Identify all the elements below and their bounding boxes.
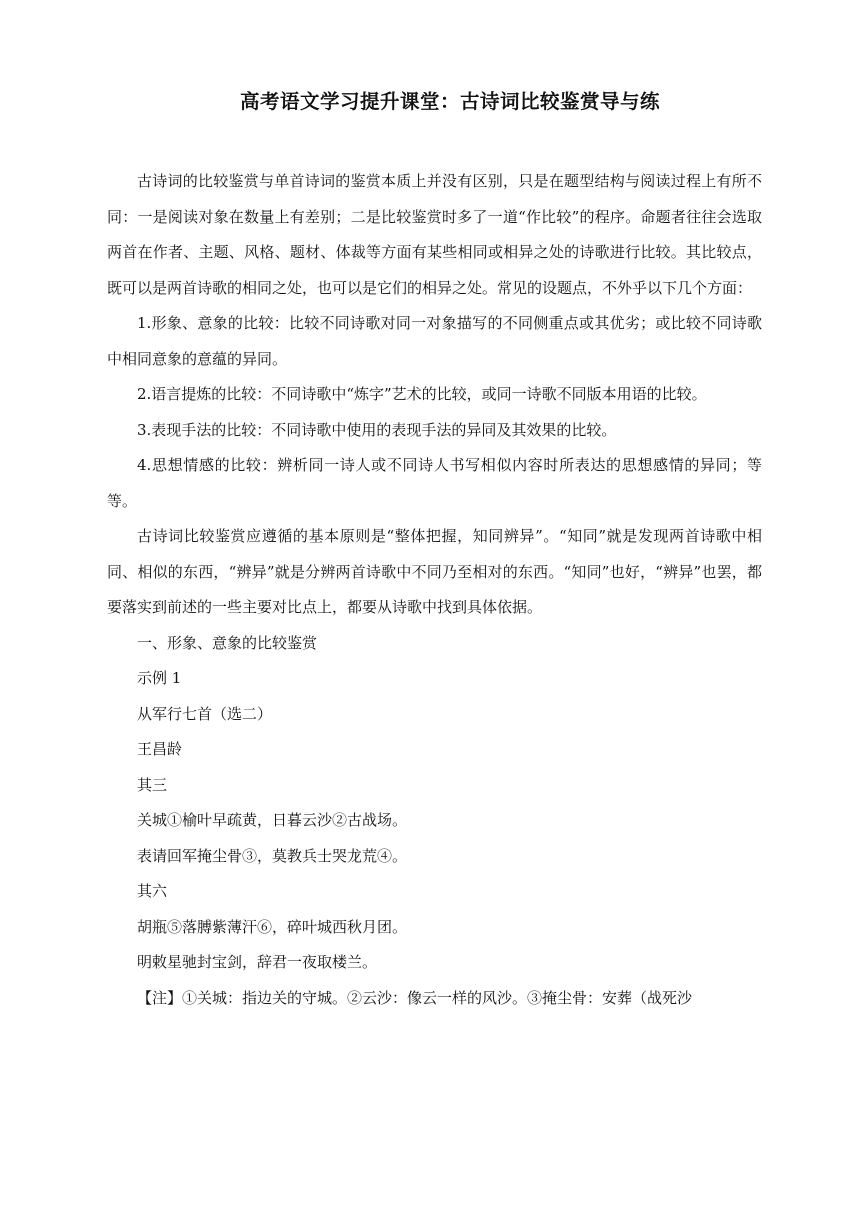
principle-paragraph: 古诗词比较鉴赏应遵循的基本原则是“整体把握，知同辨异”。“知同”就是发现两首诗歌中相同、相似的东西，“辨异”就是分辨两首诗歌中不同乃至相对的东西。“知同”也好，“辨异”也罢，都要落实到前述的一些主要对比点上，都要从诗歌中找到具体依据。 (107, 527, 762, 616)
point-paragraph-4: 4.思想情感的比较：辨析同一诗人或不同诗人书写相似内容时所表达的思想感情的异同；等等。 (107, 456, 762, 510)
document-body (107, 164, 762, 1016)
point-paragraph-3: 3.表现手法的比较：不同诗歌中使用的表现手法的异同及其效果的比较。 (137, 420, 617, 439)
poem-line: 关城①榆叶早疏黄，日暮云沙②古战场。 (137, 811, 408, 829)
poet-name: 王昌龄 (137, 740, 183, 758)
poem-line: 胡瓶⑤落膊紫薄汗⑥，碎叶城西秋月团。 (137, 917, 408, 936)
poem-title: 从军行七首（选二） (137, 704, 273, 723)
point-paragraph-2: 2.语言提炼的比较：不同诗歌中“炼字”艺术的比较，或同一诗歌不同版本用语的比较。 (137, 385, 707, 403)
note-label: 【注】 (137, 988, 183, 1007)
example-label: 示例 1 (137, 669, 182, 687)
point-paragraph-1: 1.形象、意象的比较：比较不同诗歌对同一对象描写的不同侧重点或其优劣；或比较不同诗歌中相同意象的意蕴的异同。 (107, 314, 762, 368)
poem-part-label-2: 其六 (137, 882, 168, 900)
section-heading: 一、形象、意象的比较鉴赏 (137, 633, 318, 652)
intro-paragraph: 古诗词的比较鉴赏与单首诗词的鉴赏本质上并没有区别，只是在题型结构与阅读过程上有所不同：一是阅读对象在数量上有差别；二是比较鉴赏时多了一道“作比较”的程序。命题者往往会选取两首在作者、主题、风格、题材、体裁等方面有某些相同或相异之处的诗歌进行比较。其比较点，既可以是两首诗歌的相同之处，也可以是它们的相异之处。常见的设题点，不外乎以下几个方面： (107, 172, 762, 297)
poem-part-label-1: 其三 (137, 775, 168, 794)
note-paragraph (107, 981, 762, 1017)
poem-line: 表请回军掩尘骨③，莫教兵士哭龙荒④。 (137, 846, 408, 865)
note-text: ①关城：指边关的守城。②云沙：像云一样的风沙。③掩尘骨：安葬（战死沙 (182, 988, 693, 1007)
document-title: 高考语文学习提升课堂：古诗词比较鉴赏导与练 (239, 90, 660, 113)
poem-line: 明敕星驰封宝剑，辞君一夜取楼兰。 (137, 953, 378, 971)
